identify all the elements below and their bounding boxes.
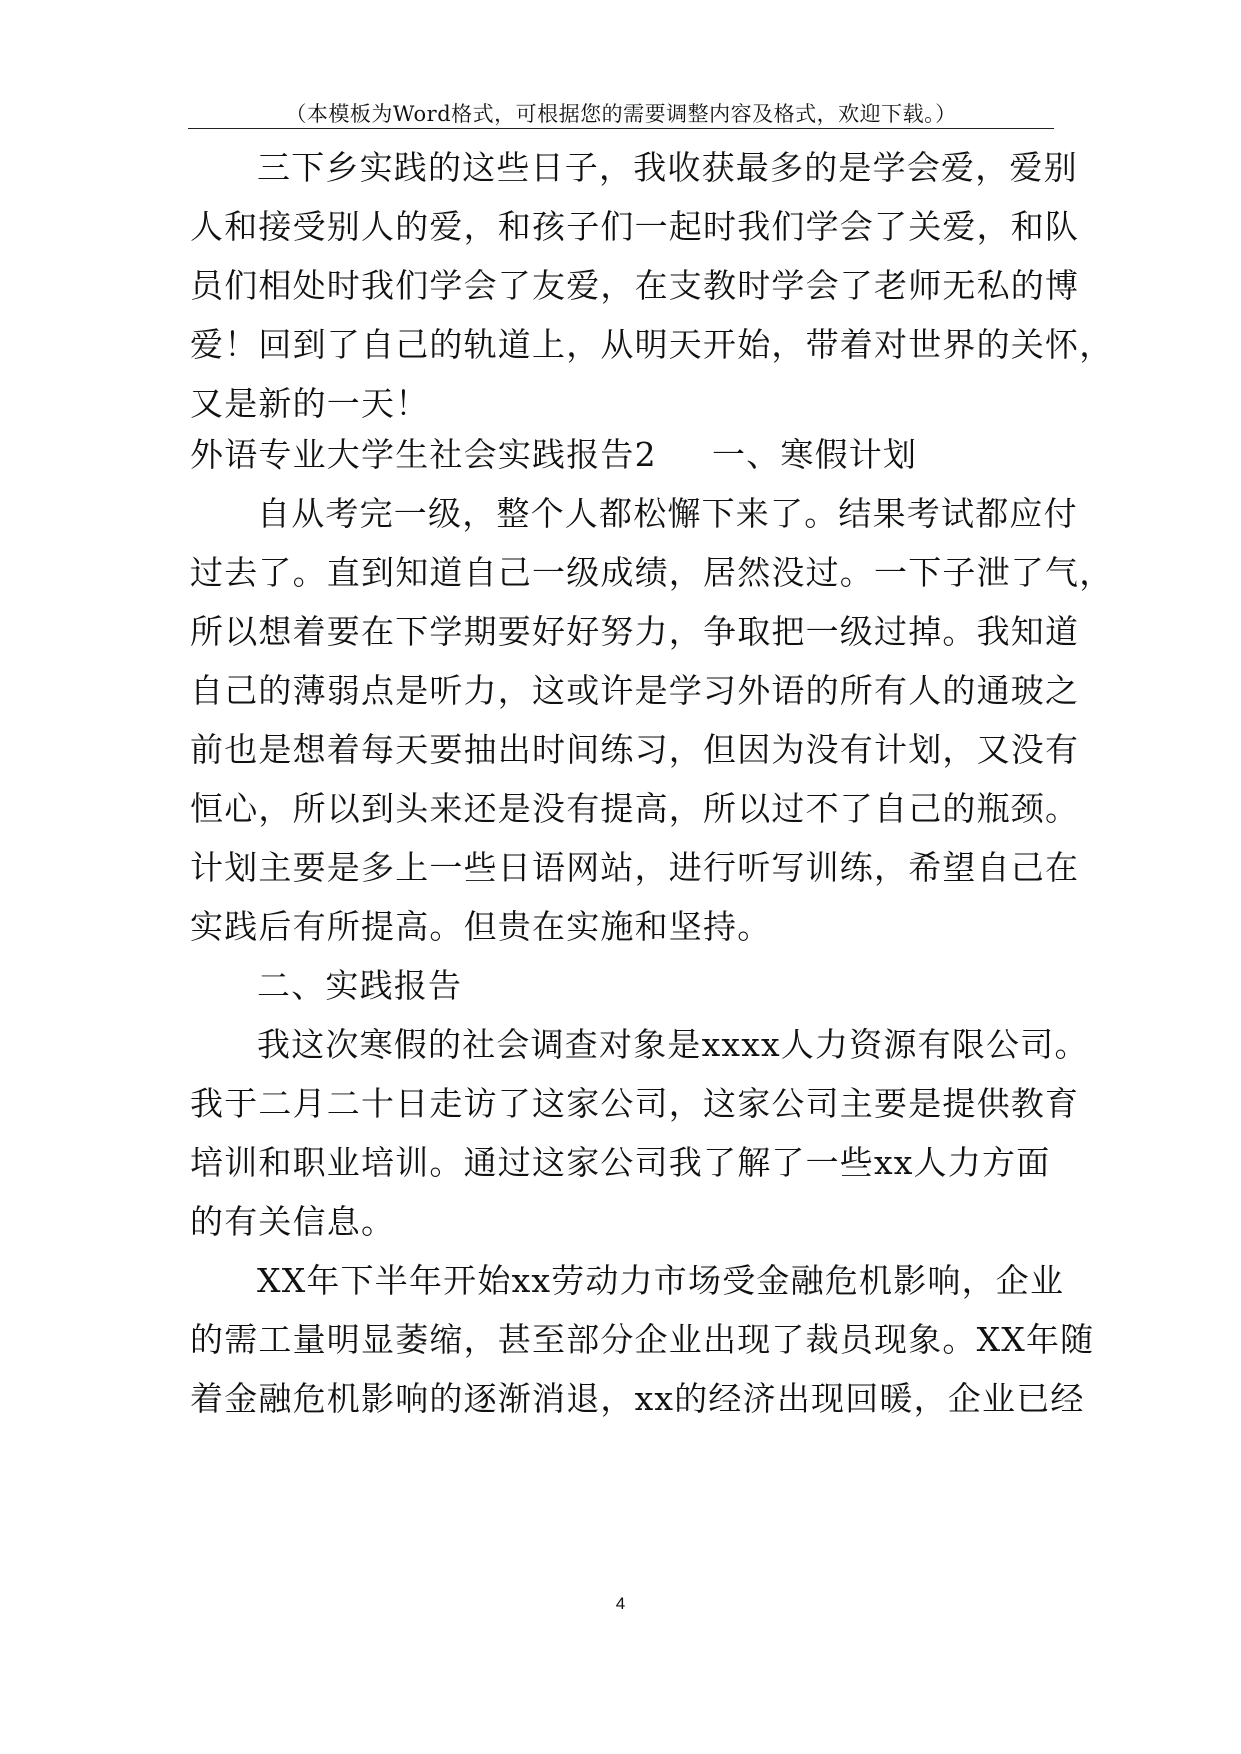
body-line: 爱！回到了自己的轨道上，从明天开始，带着对世界的关怀， — [190, 325, 1114, 364]
body-line: 实践后有所提高。但贵在实施和坚持。 — [190, 907, 772, 946]
body-line: 着金融危机影响的逐渐消退，xx的经济出现回暖，企业已经 — [190, 1379, 1085, 1418]
body-line: XX年下半年开始xx劳动力市场受金融危机影响，企业 — [257, 1261, 1065, 1300]
body-line: 我于二月二十日走访了这家公司，这家公司主要是提供教育 — [190, 1084, 1080, 1123]
body-line: 我这次寒假的社会调查对象是xxxx人力资源有限公司。 — [257, 1025, 1089, 1064]
body-line: 所以想着要在下学期要好好努力，争取把一级过掉。我知道 — [190, 612, 1080, 651]
page-number: 4 — [615, 1594, 626, 1613]
section-heading: 一、寒假计划 — [712, 435, 918, 474]
body-line: 人和接受别人的爱，和孩子们一起时我们学会了关爱，和队 — [190, 207, 1080, 246]
body-line: 三下乡实践的这些日子，我收获最多的是学会爱，爱别 — [257, 148, 1078, 187]
body-line: 员们相处时我们学会了友爱，在支教时学会了老师无私的博 — [190, 266, 1080, 305]
subsection-heading: 二、实践报告 — [257, 966, 463, 1005]
header-note: （本模板为Word格式，可根据您的需要调整内容及格式，欢迎下载。） — [285, 102, 957, 126]
body-line: 自己的薄弱点是听力，这或许是学习外语的所有人的通玻之 — [190, 671, 1080, 710]
body-line: 又是新的一天！ — [190, 384, 430, 423]
body-line: 培训和职业培训。通过这家公司我了解了一些xx人力方面 — [190, 1143, 1051, 1182]
body-line: 计划主要是多上一些日语网站，进行听写训练，希望自己在 — [190, 848, 1080, 887]
section-title: 外语专业大学生社会实践报告2 — [190, 435, 657, 474]
body-line: 前也是想着每天要抽出时间练习，但因为没有计划，又没有 — [190, 730, 1080, 769]
body-line: 的需工量明显萎缩，甚至部分企业出现了裁员现象。XX年随 — [190, 1320, 1095, 1359]
body-line: 恒心，所以到头来还是没有提高，所以过不了自己的瓶颈。 — [190, 789, 1080, 828]
header-rule — [188, 128, 1054, 129]
body-line: 过去了。直到知道自己一级成绩，居然没过。一下子泄了气， — [190, 553, 1114, 592]
body-line: 自从考完一级，整个人都松懈下来了。结果考试都应付 — [257, 494, 1078, 533]
body-line: 的有关信息。 — [190, 1202, 396, 1241]
